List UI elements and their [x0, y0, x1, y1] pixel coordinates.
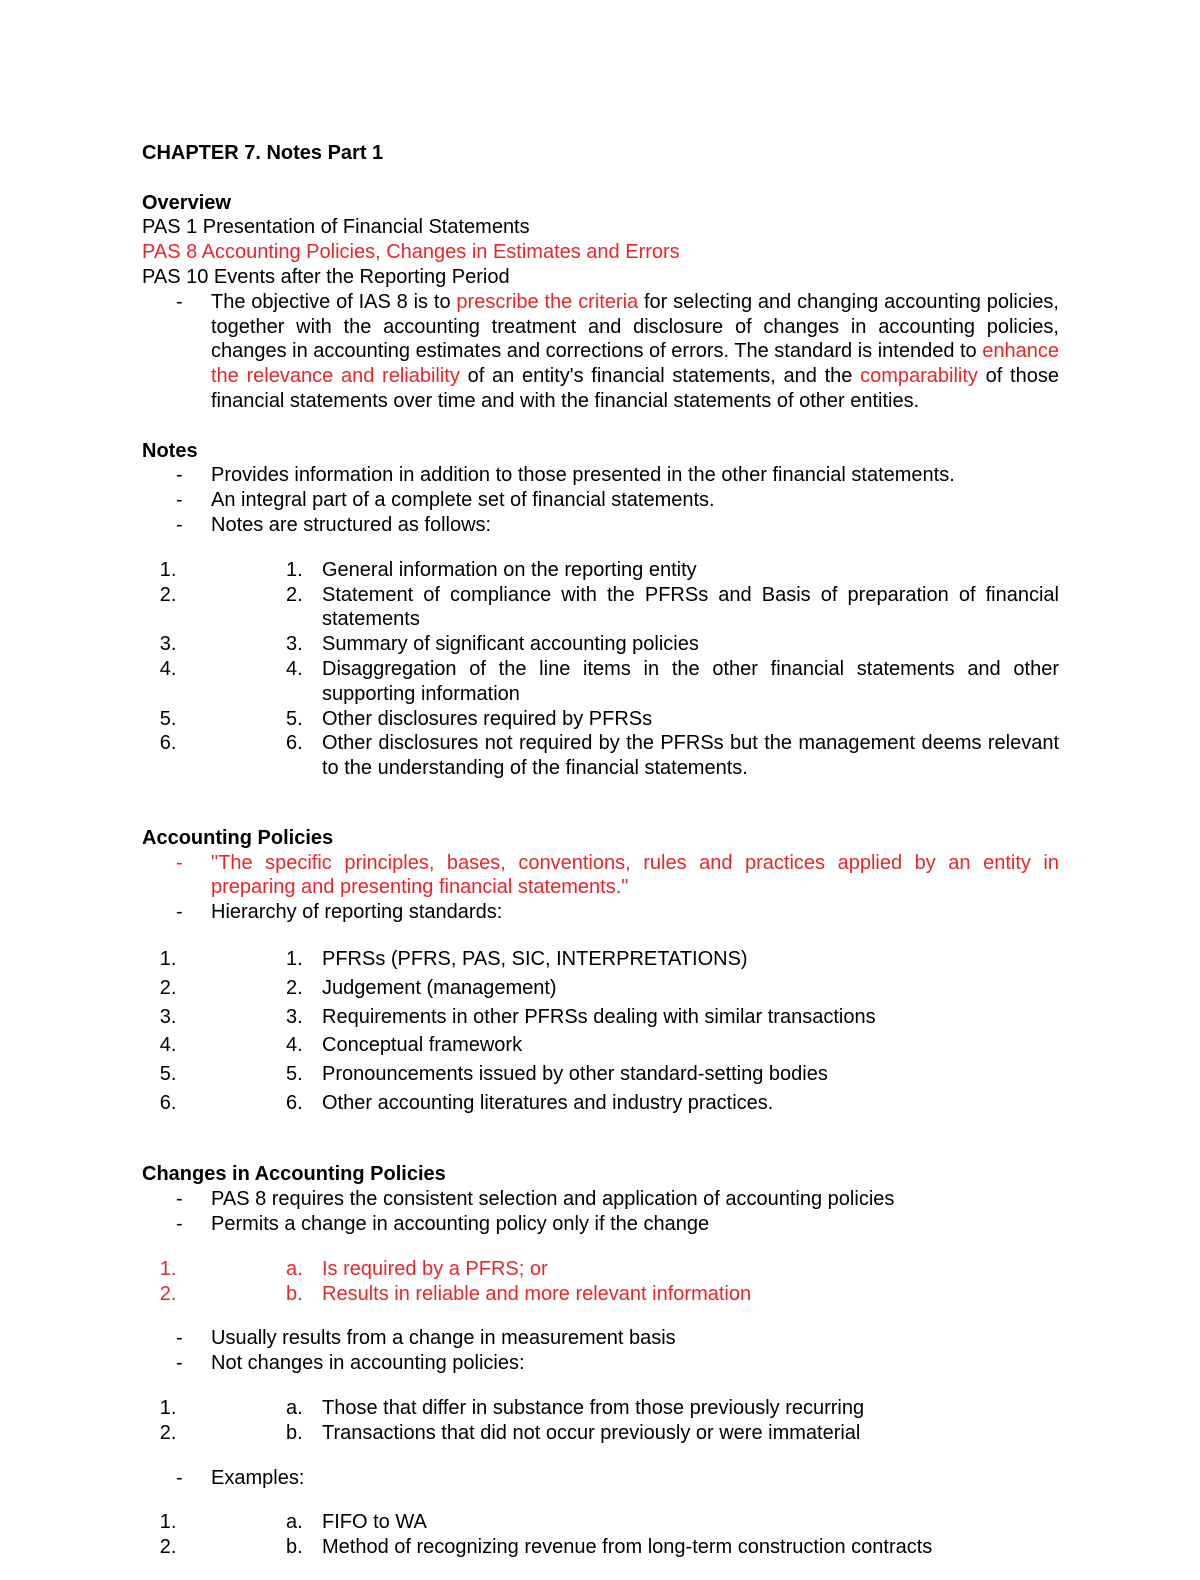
list-item: [182, 1396, 1059, 1421]
list-item: [142, 1212, 1059, 1237]
list-marker: 2. 2.: [286, 583, 303, 606]
list-marker: 2. b.: [286, 1282, 303, 1305]
dash-marker: -: [176, 464, 183, 487]
list-marker: 5. 5.: [286, 707, 303, 730]
dash-marker: -: [176, 1188, 183, 1211]
dash-marker: -: [176, 1466, 183, 1489]
list-item-text: Pronouncements issued by other standard-setting bodies: [322, 1063, 828, 1086]
list-marker: 6. 6.: [286, 1091, 303, 1114]
list-item-text: Notes are structured as follows:: [211, 513, 492, 536]
list-item-text: Other accounting literatures and industry practices.: [322, 1091, 774, 1114]
list-item-text: Results in reliable and more relevant information: [322, 1282, 752, 1305]
accounting-policies-bullets: [142, 851, 1059, 925]
list-item: [182, 1510, 1059, 1535]
list-item-text: Is required by a PFRS; or: [322, 1257, 548, 1280]
list-marker: 1. a.: [286, 1511, 303, 1534]
page-title: CHAPTER 7. Notes Part 1: [142, 142, 384, 164]
list-item: [182, 707, 1059, 732]
list-item-text: PFRSs (PFRS, PAS, SIC, INTERPRETATIONS): [322, 947, 748, 970]
dash-marker: -: [176, 513, 183, 536]
changes-bullets-3: [142, 1466, 1059, 1491]
list-item-text: Disaggregation of the line items in the other financial statements and other supporting information: [322, 657, 1059, 705]
dash-marker: -: [176, 1327, 183, 1350]
list-item-text: Those that differ in substance from those previously recurring: [322, 1397, 865, 1420]
overview-bullets: [142, 290, 1059, 414]
list-item-text: Other disclosures required by PFRSs: [322, 707, 653, 730]
list-marker: 1. 1.: [286, 947, 303, 970]
list-item-text: Method of recognizing revenue from long-term construction contracts: [322, 1536, 933, 1559]
list-item: [182, 558, 1059, 583]
objective-highlight-relevance: enhance the relevance and reliability: [211, 340, 1059, 388]
dash-marker: -: [176, 290, 183, 313]
list-item: [182, 1089, 1059, 1118]
list-item: [142, 1326, 1059, 1351]
list-item: [142, 463, 1059, 488]
accounting-policies-heading: Accounting Policies: [142, 826, 334, 849]
list-item: [182, 632, 1059, 657]
list-item: [142, 1466, 1059, 1491]
objective-text-4: of those financial statements over time and with the financial statements of other entities.: [211, 365, 1059, 412]
notes-structure-list: [142, 558, 1059, 781]
objective-highlight-criteria: prescribe the criteria: [456, 290, 639, 313]
list-item-text: Conceptual framework: [322, 1034, 523, 1057]
list-item: [142, 900, 1059, 925]
list-item-text: FIFO to WA: [322, 1511, 427, 1534]
objective-bullet: [142, 290, 1059, 414]
list-item: [182, 1257, 1059, 1282]
list-marker: 2. b.: [286, 1536, 303, 1559]
list-item: [142, 488, 1059, 513]
list-item-text: PAS 8 requires the consistent selection and application of accounting policies: [211, 1188, 895, 1211]
list-marker: 3. 3.: [286, 1005, 303, 1028]
list-item-text: Transactions that did not occur previously or were immaterial: [322, 1421, 861, 1444]
overview-line-pas1: PAS 1 Presentation of Financial Statements: [142, 216, 530, 239]
list-marker: 4. 4.: [286, 657, 303, 680]
objective-text-3: of an entity's financial statements, and the: [459, 365, 861, 388]
dash-marker: -: [176, 851, 183, 874]
list-item: [182, 1535, 1059, 1560]
list-item: [182, 1060, 1059, 1089]
list-item-text: Permits a change in accounting policy only if the change: [211, 1213, 710, 1236]
change-conditions-list: [142, 1257, 1059, 1307]
list-item: [142, 513, 1059, 538]
list-item: [182, 1003, 1059, 1032]
objective-text-2: for selecting and changing accounting policies, together with the accounting treatment and disclosure of changes in accounting policies, changes in accounting estimates and corrections of errors. The standard is intended to: [211, 290, 1059, 363]
hierarchy-label: Hierarchy of reporting standards:: [211, 901, 503, 924]
list-marker: 2. b.: [286, 1421, 303, 1444]
list-item: [182, 1282, 1059, 1307]
definition-bullet: [142, 851, 1059, 901]
list-marker: 1. a.: [286, 1257, 303, 1280]
list-item: [182, 731, 1059, 781]
overview-heading: Overview: [142, 191, 231, 214]
list-marker: 3. 3.: [286, 633, 303, 656]
list-item-text: Summary of significant accounting policies: [322, 633, 699, 656]
changes-heading: Changes in Accounting Policies: [142, 1163, 446, 1186]
list-item-text: Requirements in other PFRSs dealing with similar transactions: [322, 1005, 876, 1028]
overview-line-pas10: PAS 10 Events after the Reporting Period: [142, 265, 510, 288]
list-marker: 5. 5.: [286, 1063, 303, 1086]
list-item-text: Other disclosures not required by the PFRSs but the management deems relevant to the understanding of the financial statements.: [322, 732, 1059, 780]
overview-line-pas8: PAS 8 Accounting Policies, Changes in Estimates and Errors: [142, 241, 680, 264]
dash-marker: -: [176, 1213, 183, 1236]
hierarchy-list: [142, 945, 1059, 1118]
objective-highlight-comparability: comparability: [860, 365, 978, 388]
changes-bullets-2: [142, 1326, 1059, 1376]
list-item-text: Not changes in accounting policies:: [211, 1352, 525, 1375]
list-marker: 4. 4.: [286, 1034, 303, 1057]
list-item-text: Usually results from a change in measurement basis: [211, 1327, 676, 1350]
list-item-text: Provides information in addition to those presented in the other financial statements.: [211, 464, 955, 487]
changes-bullets-1: [142, 1187, 1059, 1237]
list-item: [142, 1187, 1059, 1212]
list-item-text: Examples:: [211, 1466, 305, 1489]
list-item: [182, 1031, 1059, 1060]
list-marker: 6. 6.: [286, 732, 303, 755]
list-item: [142, 1351, 1059, 1376]
list-item: [182, 945, 1059, 974]
dash-marker: -: [176, 1352, 183, 1375]
list-marker: 1. 1.: [286, 558, 303, 581]
dash-marker: -: [176, 901, 183, 924]
document-content: [142, 141, 1059, 1580]
list-item: [182, 1421, 1059, 1446]
notes-heading: Notes: [142, 439, 198, 462]
list-item: [182, 974, 1059, 1003]
list-marker: 2. 2.: [286, 976, 303, 999]
list-item-text: Statement of compliance with the PFRSs and Basis of preparation of financial statements: [322, 583, 1059, 631]
notes-bullets: [142, 463, 1059, 537]
list-item: [182, 657, 1059, 707]
list-item: [182, 583, 1059, 633]
list-item-text: An integral part of a complete set of financial statements.: [211, 489, 715, 512]
list-item-text: Judgement (management): [322, 976, 557, 999]
definition-text: "The specific principles, bases, conventions, rules and practices applied by an entity in preparing and presenting financial statements.": [211, 851, 1059, 899]
list-item-text: General information on the reporting entity: [322, 558, 697, 581]
objective-text-1: The objective of IAS 8 is to: [211, 290, 457, 313]
dash-marker: -: [176, 489, 183, 512]
list-marker: 1. a.: [286, 1397, 303, 1420]
not-changes-list: [142, 1396, 1059, 1446]
